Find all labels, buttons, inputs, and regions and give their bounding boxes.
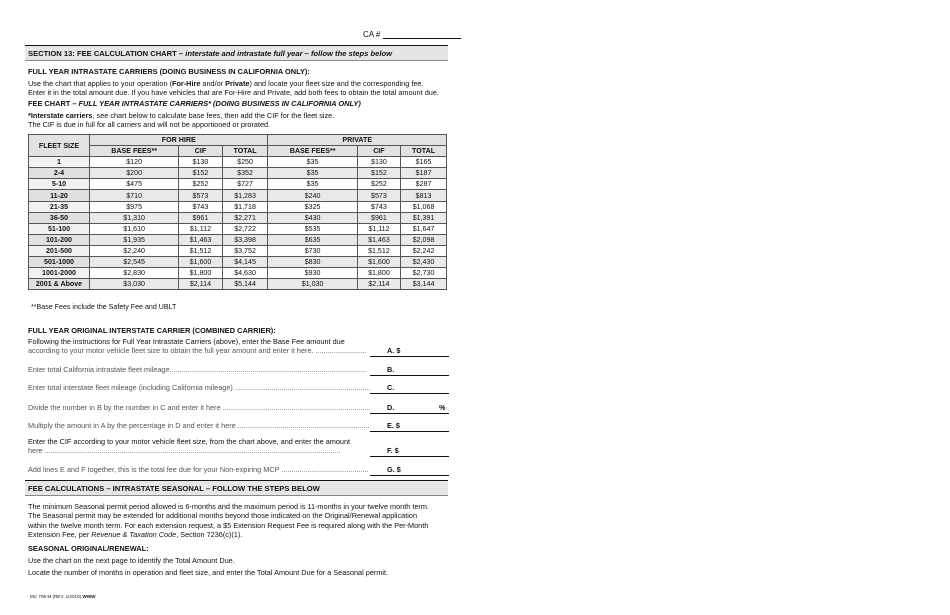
seasonal-header: FEE CALCULATIONS – INTRASTATE SEASONAL – FOLLOW THE STEPS BELOW bbox=[25, 480, 448, 496]
full-year-intrastate-instructions: Use the chart that applies to your operation (For-Hire and/or Private) and locate your fleet size and the corresponding fee. Enter it in the total amount due. If you have vehicles that are For-Hire and Private, add both fees to obtain the total amount due. bbox=[28, 79, 439, 98]
for-hire-total-cell: $5,144 bbox=[222, 279, 268, 290]
private-total-cell: $3,144 bbox=[401, 279, 447, 290]
table-row bbox=[29, 245, 447, 256]
private-base-fee-cell: $240 bbox=[268, 190, 357, 201]
private-cif-cell: $1,600 bbox=[357, 257, 400, 268]
for-hire-cif-cell: $252 bbox=[179, 179, 222, 190]
private-total-header: TOTAL bbox=[401, 146, 447, 157]
fleet-size-cell: 51-100 bbox=[29, 223, 90, 234]
for-hire-total-cell: $1,283 bbox=[222, 190, 268, 201]
for-hire-cif-cell: $573 bbox=[179, 190, 222, 201]
private-total-cell: $2,098 bbox=[401, 234, 447, 245]
private-base-fee-cell: $1,030 bbox=[268, 279, 357, 290]
for-hire-base-fees-header: BASE FEES** bbox=[90, 146, 179, 157]
private-cif-header: CIF bbox=[357, 146, 400, 157]
fleet-size-cell: 501-1000 bbox=[29, 257, 90, 268]
for-hire-cif-header: CIF bbox=[179, 146, 222, 157]
for-hire-total-cell: $2,722 bbox=[222, 223, 268, 234]
for-hire-cif-cell: $1,800 bbox=[179, 268, 222, 279]
private-base-fee-cell: $430 bbox=[268, 212, 357, 223]
section-13-header bbox=[25, 45, 448, 61]
for-hire-emphasis: For-Hire bbox=[172, 79, 201, 88]
line-f-input[interactable] bbox=[370, 447, 449, 457]
table-row bbox=[29, 212, 447, 223]
for-hire-cif-cell: $961 bbox=[179, 212, 222, 223]
for-hire-cif-cell: $1,112 bbox=[179, 223, 222, 234]
table-row bbox=[29, 179, 447, 190]
for-hire-cif-cell: $1,600 bbox=[179, 257, 222, 268]
private-total-cell: $813 bbox=[401, 190, 447, 201]
line-c-label: C. bbox=[387, 383, 395, 392]
for-hire-base-fee-cell: $120 bbox=[90, 157, 179, 168]
private-header: PRIVATE bbox=[268, 135, 447, 146]
for-hire-base-fee-cell: $710 bbox=[90, 190, 179, 201]
table-row bbox=[29, 268, 447, 279]
table-row bbox=[29, 168, 447, 179]
for-hire-total-cell: $250 bbox=[222, 157, 268, 168]
private-total-cell: $1,068 bbox=[401, 201, 447, 212]
fleet-size-cell: 2-4 bbox=[29, 168, 90, 179]
for-hire-base-fee-cell: $2,830 bbox=[90, 268, 179, 279]
seasonal-chart-instruction: Use the chart on the next page to identify the Total Amount Due. bbox=[28, 556, 235, 565]
private-cif-cell: $1,800 bbox=[357, 268, 400, 279]
for-hire-total-cell: $4,145 bbox=[222, 257, 268, 268]
for-hire-header: FOR HIRE bbox=[90, 135, 268, 146]
fee-chart-notes: *Interstate carriers, see chart below to calculate base fees, then add the CIF for the fleet size. The CIF is due in full for all carriers and will not be apportioned or prorated. bbox=[28, 111, 335, 130]
private-base-fees-header: BASE FEES** bbox=[268, 146, 357, 157]
seasonal-instructions: The minimum Seasonal permit period allowed is 6-months and the maximum period is 11-months in your twelve month term. The Seasonal permit may be extended for additional months beyond those indicated on the Original/Renewal application within the twelve month term. For each extension request, a $5 Extension Request Fee is required along with the Per-Month Extension Fee, per Revenue & Taxation Code, Section 7236(c)(1). bbox=[28, 502, 429, 539]
fleet-size-cell: 201-500 bbox=[29, 245, 90, 256]
private-cif-cell: $961 bbox=[357, 212, 400, 223]
for-hire-total-cell: $2,271 bbox=[222, 212, 268, 223]
table-row bbox=[29, 279, 447, 290]
for-hire-total-cell: $352 bbox=[222, 168, 268, 179]
line-f: Enter the CIF according to your motor vehicle fleet size, from the chart above, and enter the amount here .................................................................................................................................................. F. $ bbox=[28, 437, 399, 456]
fee-chart-table bbox=[28, 134, 447, 290]
line-b-label: B. bbox=[387, 365, 395, 374]
form-footer: MC 706 M (REV. 1/2019) WWW bbox=[30, 594, 96, 599]
line-d: Divide the number in B by the number in C and enter it here ......................................................................... D. % bbox=[28, 403, 446, 412]
interstate-heading: FULL YEAR ORIGINAL INTERSTATE CARRIER (COMBINED CARRIER): bbox=[28, 326, 276, 335]
private-total-cell: $2,430 bbox=[401, 257, 447, 268]
seasonal-locate-instruction: Locate the number of months in operation and fleet size, and enter the Total Amount Due for a Seasonal permit. bbox=[28, 568, 389, 577]
for-hire-base-fee-cell: $1,310 bbox=[90, 212, 179, 223]
for-hire-cif-cell: $130 bbox=[179, 157, 222, 168]
for-hire-cif-cell: $743 bbox=[179, 201, 222, 212]
for-hire-cif-cell: $2,114 bbox=[179, 279, 222, 290]
private-cif-cell: $252 bbox=[357, 179, 400, 190]
line-a-label: A. $ bbox=[387, 346, 401, 356]
table-row bbox=[29, 201, 447, 212]
line-g-label: G. $ bbox=[387, 465, 401, 474]
line-e: Multiply the amount in A by the percentage in D and enter it here ................................................................. E. $ bbox=[28, 421, 400, 430]
private-total-cell: $1,647 bbox=[401, 223, 447, 234]
for-hire-base-fee-cell: $2,545 bbox=[90, 257, 179, 268]
private-cif-cell: $152 bbox=[357, 168, 400, 179]
ca-number-line bbox=[363, 29, 461, 39]
private-total-cell: $1,391 bbox=[401, 212, 447, 223]
private-base-fee-cell: $35 bbox=[268, 179, 357, 190]
for-hire-total-header: TOTAL bbox=[222, 146, 268, 157]
private-base-fee-cell: $635 bbox=[268, 234, 357, 245]
line-d-input[interactable] bbox=[370, 404, 449, 414]
line-c: Enter total interstate fleet mileage (including California mileage) ................................................................... C. bbox=[28, 383, 395, 392]
fleet-size-cell: 11-20 bbox=[29, 190, 90, 201]
for-hire-cif-cell: $1,463 bbox=[179, 234, 222, 245]
for-hire-cif-cell: $152 bbox=[179, 168, 222, 179]
private-cif-cell: $743 bbox=[357, 201, 400, 212]
fleet-size-cell: 1001-2000 bbox=[29, 268, 90, 279]
line-c-input[interactable] bbox=[370, 384, 449, 394]
for-hire-total-cell: $3,752 bbox=[222, 245, 268, 256]
fleet-size-cell: 1 bbox=[29, 157, 90, 168]
fleet-size-cell: 36-50 bbox=[29, 212, 90, 223]
private-cif-cell: $130 bbox=[357, 157, 400, 168]
line-g-input[interactable] bbox=[370, 466, 449, 476]
private-total-cell: $2,242 bbox=[401, 245, 447, 256]
for-hire-total-cell: $3,398 bbox=[222, 234, 268, 245]
line-b: Enter total California intrastate fleet mileage................................................................................................. B. bbox=[28, 365, 395, 374]
section-13-title: SECTION 13: FEE CALCULATION CHART bbox=[28, 49, 177, 58]
line-d-label: D. bbox=[387, 403, 395, 412]
for-hire-base-fee-cell: $975 bbox=[90, 201, 179, 212]
for-hire-total-cell: $1,718 bbox=[222, 201, 268, 212]
line-a-input[interactable] bbox=[370, 347, 449, 357]
private-emphasis: Private bbox=[225, 79, 250, 88]
line-b-input[interactable] bbox=[370, 366, 449, 376]
for-hire-base-fee-cell: $200 bbox=[90, 168, 179, 179]
table-row bbox=[29, 234, 447, 245]
seasonal-original-renewal-heading: SEASONAL ORIGINAL/RENEWAL: bbox=[28, 544, 149, 553]
fleet-size-cell: 5-10 bbox=[29, 179, 90, 190]
private-base-fee-cell: $35 bbox=[268, 168, 357, 179]
line-e-input[interactable] bbox=[370, 422, 449, 432]
private-cif-cell: $1,112 bbox=[357, 223, 400, 234]
line-e-label: E. $ bbox=[387, 421, 400, 430]
fleet-size-cell: 2001 & Above bbox=[29, 279, 90, 290]
private-cif-cell: $2,114 bbox=[357, 279, 400, 290]
section-13-subtitle: – interstate and intrastate full year – follow the steps below bbox=[178, 49, 393, 58]
table-row bbox=[29, 257, 447, 268]
line-d-percent: % bbox=[439, 403, 446, 412]
fee-chart-heading: FEE CHART – FULL YEAR INTRASTATE CARRIERS* (DOING BUSINESS IN CALIFORNIA ONLY) bbox=[28, 99, 361, 108]
private-total-cell: $2,730 bbox=[401, 268, 447, 279]
fleet-size-cell: 101-200 bbox=[29, 234, 90, 245]
ca-number-field[interactable] bbox=[383, 29, 461, 39]
private-cif-cell: $1,463 bbox=[357, 234, 400, 245]
fee-chart-body bbox=[29, 157, 447, 290]
private-base-fee-cell: $325 bbox=[268, 201, 357, 212]
base-fees-footnote: **Base Fees include the Safety Fee and UBLT bbox=[31, 303, 177, 311]
private-base-fee-cell: $830 bbox=[268, 257, 357, 268]
private-base-fee-cell: $35 bbox=[268, 157, 357, 168]
line-f-label: F. $ bbox=[387, 446, 399, 456]
private-total-cell: $165 bbox=[401, 157, 447, 168]
table-row bbox=[29, 223, 447, 234]
private-total-cell: $187 bbox=[401, 168, 447, 179]
private-total-cell: $287 bbox=[401, 179, 447, 190]
for-hire-cif-cell: $1,512 bbox=[179, 245, 222, 256]
interstate-carriers-note: *Interstate carriers bbox=[28, 111, 93, 120]
full-year-intrastate-heading: FULL YEAR INTRASTATE CARRIERS (DOING BUSINESS IN CALIFORNIA ONLY): bbox=[28, 67, 310, 76]
for-hire-total-cell: $4,630 bbox=[222, 268, 268, 279]
table-row bbox=[29, 190, 447, 201]
for-hire-base-fee-cell: $1,935 bbox=[90, 234, 179, 245]
private-base-fee-cell: $930 bbox=[268, 268, 357, 279]
private-cif-cell: $573 bbox=[357, 190, 400, 201]
for-hire-base-fee-cell: $1,610 bbox=[90, 223, 179, 234]
private-base-fee-cell: $730 bbox=[268, 245, 357, 256]
for-hire-base-fee-cell: $3,030 bbox=[90, 279, 179, 290]
fleet-size-cell: 21-35 bbox=[29, 201, 90, 212]
private-cif-cell: $1,512 bbox=[357, 245, 400, 256]
private-base-fee-cell: $535 bbox=[268, 223, 357, 234]
table-row bbox=[29, 157, 447, 168]
line-a: Following the instructions for Full Year Intrastate Carriers (above), enter the Base Fee amount due according to your motor vehicle fleet size to obtain the full year amount and enter it here. ......................... A. $ bbox=[28, 337, 401, 356]
for-hire-base-fee-cell: $475 bbox=[90, 179, 179, 190]
line-g: Add lines E and F together, this is the total fee due for your Non-expiring MCP ........................................... G. $ bbox=[28, 465, 401, 474]
for-hire-total-cell: $727 bbox=[222, 179, 268, 190]
fleet-size-header: FLEET SIZE bbox=[29, 135, 90, 157]
for-hire-base-fee-cell: $2,240 bbox=[90, 245, 179, 256]
ca-number-label: CA # bbox=[363, 30, 381, 39]
